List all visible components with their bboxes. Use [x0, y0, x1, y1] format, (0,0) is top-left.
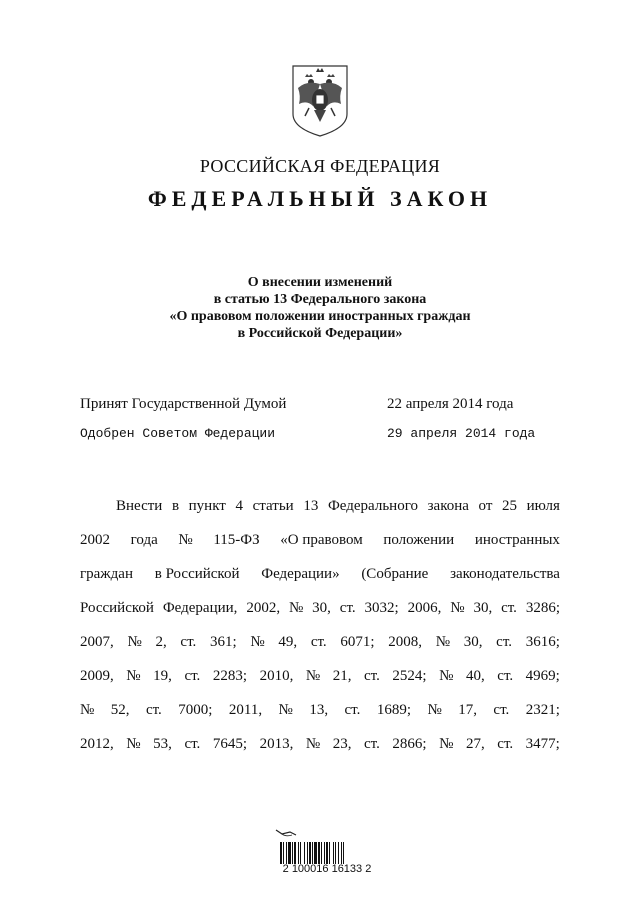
- body-line: [80, 734, 560, 768]
- barcode-bar: [292, 842, 293, 864]
- barcode-bar: [326, 842, 328, 864]
- approval-council-label: Одобрен Советом Федерации: [80, 426, 276, 441]
- barcode-bar: [324, 842, 325, 864]
- body-line: [80, 700, 560, 734]
- barcode-bar: [286, 842, 287, 864]
- body-word: года: [130, 532, 158, 548]
- body-word: №: [127, 634, 142, 650]
- body-word: ст.: [501, 600, 517, 616]
- body-word: 2008,: [388, 634, 422, 650]
- body-word: иностранных: [474, 532, 560, 548]
- body-word: №: [250, 634, 265, 650]
- body-word: 27,: [465, 736, 485, 752]
- adoption-duma-date: 22 апреля 2014 года: [387, 396, 514, 412]
- body-word: 13,: [309, 702, 329, 718]
- body-word: 2013,: [259, 736, 294, 752]
- barcode-bar: [309, 842, 311, 864]
- barcode-bar: [333, 842, 334, 864]
- body-word: ст.: [364, 736, 380, 752]
- body-word: статьи: [252, 498, 294, 514]
- body-word: №: [439, 736, 454, 752]
- body-word: 2011,: [228, 702, 263, 718]
- body-word: 25: [502, 498, 518, 514]
- barcode-bar: [288, 842, 291, 864]
- body-word: ст.: [496, 634, 512, 650]
- body-word: ст.: [344, 702, 361, 718]
- barcode-bar: [338, 842, 339, 864]
- body-word: 6071;: [340, 634, 375, 650]
- body-word: 2009,: [80, 668, 114, 684]
- body-word: ст.: [364, 668, 380, 684]
- law-title-line: в статью 13 Федерального закона: [213, 292, 427, 307]
- country-name: РОССИЙСКАЯ ФЕДЕРАЦИЯ: [199, 156, 441, 176]
- body-word: Федерации»: [261, 566, 340, 582]
- body-word: 3477;: [525, 736, 560, 752]
- body-word: ст.: [497, 668, 514, 684]
- body-word: №: [278, 702, 293, 718]
- body-line: [80, 598, 560, 632]
- body-word: в Российской: [154, 566, 240, 582]
- barcode-bar: [307, 842, 308, 864]
- body-word: положении: [383, 532, 455, 548]
- body-word: 2283;: [212, 668, 248, 684]
- body-word: №: [427, 702, 442, 718]
- barcode-bar: [329, 842, 330, 864]
- body-word: Внести: [116, 498, 163, 514]
- barcode-bar: [343, 842, 344, 864]
- barcode-bar: [283, 842, 284, 864]
- body-word: июля: [526, 498, 560, 514]
- body-word: законодательства: [450, 566, 560, 582]
- barcode-number: 2 100016 16133 2: [282, 863, 372, 875]
- adoption-duma-label: Принят Государственной Думой: [80, 396, 287, 412]
- body-word: Федерального: [327, 498, 418, 514]
- body-word: 23,: [332, 736, 352, 752]
- body-word: ст.: [339, 600, 356, 616]
- body-word: «О правовом: [280, 532, 363, 548]
- body-line: [80, 632, 560, 666]
- barcode-bar: [318, 842, 320, 864]
- body-word: 4: [235, 498, 243, 514]
- body-word: ст.: [180, 634, 197, 650]
- body-word: 13: [303, 498, 319, 514]
- body-word: №: [305, 736, 321, 752]
- body-word: №: [439, 668, 454, 684]
- body-word: 2007,: [80, 634, 114, 650]
- body-word: 7645;: [212, 736, 248, 752]
- barcode-bar: [335, 842, 336, 864]
- body-word: 2866;: [392, 736, 427, 752]
- body-word: 115-ФЗ: [213, 532, 260, 548]
- barcode-bar: [304, 842, 305, 864]
- body-word: Российской: [80, 600, 154, 616]
- body-word: 49,: [278, 634, 298, 650]
- body-word: граждан: [80, 566, 133, 582]
- barcode-bar: [294, 842, 296, 864]
- body-word: №: [435, 634, 450, 650]
- barcode-bar: [341, 842, 342, 864]
- body-word: 3286;: [525, 600, 560, 616]
- body-word: 21,: [332, 668, 352, 684]
- body-word: от: [478, 498, 493, 514]
- body-word: 7000;: [178, 702, 213, 718]
- body-word: 30,: [312, 600, 331, 616]
- body-word: 2524;: [392, 668, 427, 684]
- body-word: (Собрание: [361, 566, 429, 582]
- document-type: ФЕДЕРАЛЬНЫЙ ЗАКОН: [147, 186, 493, 211]
- law-title-line: «О правовом положении иностранных граждан: [169, 309, 471, 324]
- body-word: 17,: [458, 702, 477, 718]
- body-word: ст.: [145, 702, 162, 718]
- body-word: в: [171, 498, 180, 514]
- approval-council-date: 29 апреля 2014 года: [387, 426, 536, 441]
- body-word: 2010,: [259, 668, 294, 684]
- law-title-line: в Российской Федерации»: [237, 326, 403, 341]
- barcode-bar: [298, 842, 299, 864]
- body-word: ст.: [184, 668, 201, 684]
- body-word: 40,: [465, 668, 485, 684]
- body-word: 3032;: [364, 600, 399, 616]
- body-word: №: [288, 600, 304, 616]
- law-title: [0, 274, 640, 342]
- body-word: 30,: [473, 600, 493, 616]
- body-word: 53,: [153, 736, 172, 752]
- body-word: №: [80, 702, 95, 718]
- body-word: Федерации,: [162, 600, 238, 616]
- body-word: 4969;: [525, 668, 560, 684]
- body-word: 1689;: [376, 702, 411, 718]
- body-line: [80, 564, 560, 598]
- body-word: ст.: [493, 702, 510, 718]
- barcode-bar: [280, 842, 282, 864]
- body-word: пункт: [188, 498, 226, 514]
- body-word: 2002,: [246, 600, 281, 616]
- body-word: 2,: [155, 634, 167, 650]
- body-word: 361;: [209, 634, 237, 650]
- coat-of-arms-icon: [289, 62, 351, 138]
- body-line: [80, 496, 560, 530]
- barcode-bar: [321, 842, 322, 864]
- body-word: №: [126, 736, 141, 752]
- body-word: №: [126, 668, 141, 684]
- body-word: 52,: [110, 702, 130, 718]
- barcode-bar: [300, 842, 301, 864]
- body-word: 2006,: [407, 600, 442, 616]
- law-body-text: [80, 496, 560, 768]
- body-word: 30,: [463, 634, 483, 650]
- body-word: ст.: [184, 736, 201, 752]
- body-word: 2012,: [80, 736, 114, 752]
- body-word: 2321;: [525, 702, 560, 718]
- body-word: ст.: [310, 634, 327, 650]
- law-title-line: О внесении изменений: [247, 275, 393, 290]
- barcode-bar: [312, 842, 313, 864]
- body-word: №: [450, 600, 465, 616]
- body-word: 3616;: [525, 634, 560, 650]
- body-word: закона: [427, 498, 469, 514]
- body-word: 19,: [153, 668, 172, 684]
- barcode-bar: [314, 842, 317, 864]
- body-word: №: [305, 668, 321, 684]
- body-line: [80, 666, 560, 700]
- body-word: 2002: [80, 532, 110, 548]
- body-word: ст.: [497, 736, 514, 752]
- body-line: [80, 530, 560, 564]
- body-word: №: [178, 532, 193, 548]
